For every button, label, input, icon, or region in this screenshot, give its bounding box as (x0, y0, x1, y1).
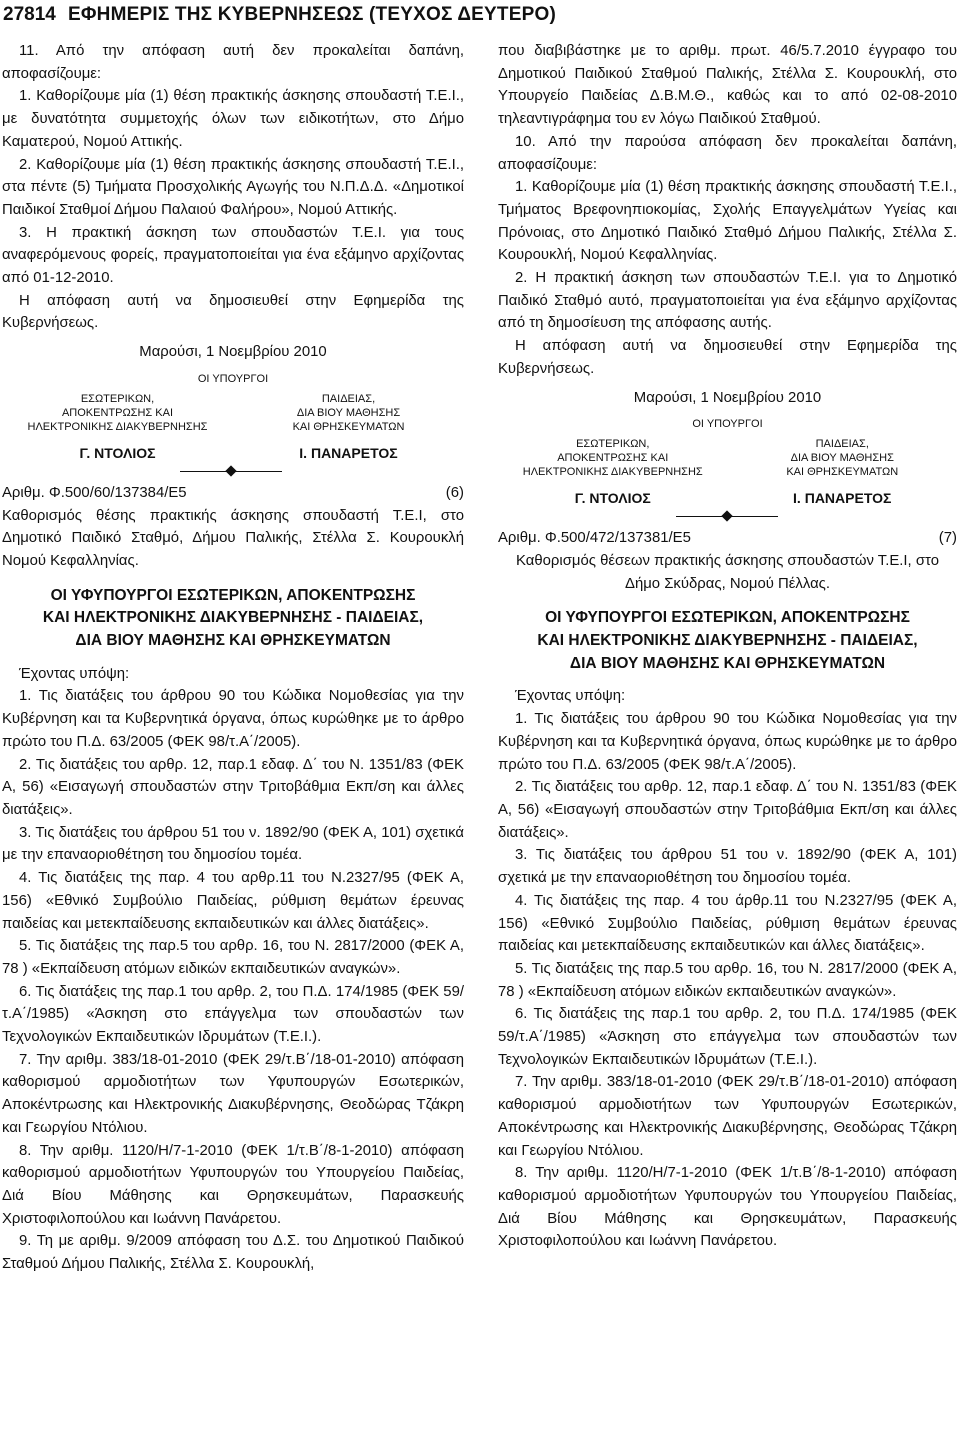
considerandum: 1. Τις διατάξεις του άρθρου 90 του Κώδικα Νομοθεσίας για την Κυβέρνηση και τα Κυβερνητικά όργανα, όπως κυρώθηκε με το άρθρο πρώτο του Π.Δ. 63/2005 (ΦΕΚ 98/τ.Α΄/2005). (498, 711, 957, 773)
signature-title: ΠΑΙΔΕΙΑΣ, (321, 392, 376, 405)
signature-title: ΗΛΕΚΤΡΟΝΙΚΗΣ ΔΙΑΚΥΒΕΡΝΗΣΗΣ (27, 420, 208, 433)
signature-title: ΚΑΙ ΘΡΗΣΚΕΥΜΑΤΩΝ (292, 420, 405, 433)
heading-line: ΚΑΙ ΗΛΕΚΤΡΟΝΙΚΗΣ ΔΙΑΚΥΒΕΡΝΗΣΗΣ - ΠΑΙΔΕΙΑΣ, (42, 609, 424, 627)
signatures (2, 392, 464, 460)
considerandum: 5. Τις διατάξεις της παρ.5 του αρθρ. 16, του Ν. 2817/2000 (ΦΕΚ Α, 78 ) «Εκπαίδευση ατόμων ειδικών εκπαιδευτικών αναγκών». (2, 938, 464, 977)
diamond-icon (225, 465, 236, 476)
signature-title: ΗΛΕΚΤΡΟΝΙΚΗΣ ΔΙΑΚΥΒΕΡΝΗΣΗΣ (522, 466, 703, 479)
ministers-label: ΟΙ ΥΠΟΥΡΓΟΙ (197, 372, 269, 385)
considerandum: 1. Τις διατάξεις του άρθρου 90 του Κώδικα Νομοθεσίας για την Κυβέρνηση και τα Κυβερνητικά όργανα, όπως κυρώθηκε με το άρθρο πρώτο του Π.Δ. 63/2005 (ΦΕΚ 98/τ.Α΄/2005). (2, 688, 464, 750)
signature-title: ΔΙΑ ΒΙΟΥ ΜΑΘΗΣΗΣ (296, 406, 401, 419)
heading-line: ΚΑΙ ΗΛΕΚΤΡΟΝΙΚΗΣ ΔΙΑΚΥΒΕΡΝΗΣΗΣ - ΠΑΙΔΕΙΑΣ, (537, 632, 918, 650)
considerandum: 8. Την αριθμ. 1120/Η/7-1-2010 (ΦΕΚ 1/τ.Β΄/8-1-2010) απόφαση καθορισμού αρμοδιοτήτων Υφυπουργών του Υπουργείου Παιδείας, Διά Βίου Μάθησης και Θρησκευμάτων, Παρασκευής Χριστοφιλοπούλου και Ιωάννη Πανάρετου. (2, 1142, 464, 1227)
paragraph: 11. Από την απόφαση αυτή δεν προκαλείται δαπάνη, αποφασίζουμε: (2, 43, 464, 82)
paragraph: 2. Καθορίζουμε μία (1) θέση πρακτικής άσκησης σπουδαστή Τ.Ε.Ι., στα πέντε (5) Τμήματα Προσχολικής Αγωγής του Ν.Π.Δ.Δ. «Δημοτικοί Παιδικοί Σταθμοί Δήμου Παλαιού Φαλήρου», Νομού Αττικής. (2, 156, 464, 218)
paragraph: 3. Η πρακτική άσκηση των σπουδαστών Τ.Ε.Ι. για τους αναφερόμενους φορείς, πραγματοποιείται για ένα εξάμηνο αρχίζοντας από 01-12-2010. (2, 224, 464, 287)
page-number: 27814 (3, 4, 56, 25)
having-regard: Έχοντας υπόψη: (515, 688, 626, 705)
paragraph: 1. Καθορίζουμε μία (1) θέση πρακτικής άσκησης σπουδαστή Τ.Ε.Ι., με δυνατότητα συμμετοχής όλων των ειδικοτήτων, στο Δήμο Καματερού, Νομού Αττικής. (2, 88, 464, 150)
section-separator (498, 505, 957, 527)
heading-line: ΔΙΑ ΒΙΟΥ ΜΑΘΗΣΗΣ ΚΑΙ ΘΡΗΣΚΕΥΜΑΤΩΝ (75, 632, 391, 650)
decision-number: Αριθμ. Φ.500/60/137384/Ε5 (2, 484, 187, 501)
ministers-label: ΟΙ ΥΠΟΥΡΓΟΙ (692, 418, 763, 431)
right-column (498, 40, 957, 1253)
signature-title: ΑΠΟΚΕΝΤΡΩΣΗΣ ΚΑΙ (557, 452, 669, 465)
decision-number: Αριθμ. Φ.500/472/137381/Ε5 (498, 530, 691, 547)
heading-line: ΟΙ ΥΦΥΠΟΥΡΓΟΙ ΕΣΩΤΕΡΙΚΩΝ, ΑΠΟΚΕΝΤΡΩΣΗΣ (50, 586, 416, 604)
considerandum: 6. Τις διατάξεις της παρ.1 του αρθρ. 2, του Π.Δ. 174/1985 (ΦΕΚ 59/τ.Α΄/1985) «Άσκηση στο επάγγελμα των σπουδαστών των Τεχνολογικών Εκπαιδευτικών Ιδρυμάτων (Τ.Ε.Ι.). (2, 983, 464, 1046)
gazette-title: ΕΦΗΜΕΡΙΣ ΤΗΣ ΚΥΒΕΡΝΗΣΕΩΣ (ΤΕΥΧΟΣ ΔΕΥΤΕΡΟ) (68, 4, 556, 25)
paragraph: 10. Από την παρούσα απόφαση δεν προκαλείται δαπάνη, αποφασίζουμε: (498, 133, 957, 173)
considerandum: 4. Τις διατάξεις της παρ. 4 του άρθρ.11 του Ν.2327/95 (ΦΕΚ Α, 156) «Εθνικό Συμβούλιο Παιδείας, ρύθμιση θεμάτων έρευνας παιδείας και μετεκπαίδευσης εκπαιδευτικών και άλλες διατάξεις». (498, 892, 957, 955)
considerandum: 6. Τις διατάξεις της παρ.1 του αρθρ. 2, του Π.Δ. 174/1985 (ΦΕΚ 59/τ.Α΄/1985) «Άσκηση στο επάγγελμα των σπουδαστών των Τεχνολογικών Εκπαιδευτικών Ιδρυμάτων (Τ.Ε.Ι.). (498, 1006, 957, 1068)
decision-sequence: (7) (938, 530, 957, 547)
paragraph: Η απόφαση αυτή να δημοσιευθεί στην Εφημερίδα της Κυβερνήσεως. (2, 292, 464, 332)
signature-title: ΠΑΙΔΕΙΑΣ, (815, 438, 869, 451)
decision-number-row (2, 482, 464, 505)
paragraph: 2. Η πρακτική άσκηση των σπουδαστών Τ.Ε.Ι. για το Δημοτικό Παιδικό Σταθμό αυτό, πραγματοποιείται για ένα εξάμηνο αρχίζοντας από τη δημοσίευση της απόφασης αυτής. (498, 270, 957, 332)
signature-title: ΔΙΑ ΒΙΟΥ ΜΑΘΗΣΗΣ (790, 452, 894, 465)
signature-title: ΚΑΙ ΘΡΗΣΚΕΥΜΑΤΩΝ (786, 466, 899, 479)
decision-heading (2, 585, 464, 653)
signature-title: ΑΠΟΚΕΝΤΡΩΣΗΣ ΚΑΙ (61, 406, 174, 419)
signature-block (238, 392, 460, 460)
considerandum: 8. Την αριθμ. 1120/Η/7-1-2010 (ΦΕΚ 1/τ.Β΄/8-1-2010) απόφαση καθορισμού αρμοδιοτήτων Υφυπουργών του Υπουργείου Παιδείας, Διά Βίου Μάθησης και Θρησκευμάτων, Παρασκευής Χριστοφιλοπούλου και Ιωάννη Πανάρετου. (498, 1165, 957, 1250)
paragraph: Η απόφαση αυτή να δημοσιευθεί στην Εφημερίδα της Κυβερνήσεως. (498, 338, 957, 377)
diamond-icon (721, 511, 732, 522)
signature-name: Ι. ΠΑΝΑΡΕΤΟΣ (299, 444, 398, 461)
decision-sequence: (6) (445, 484, 464, 501)
signature-title: ΕΣΩΤΕΡΙΚΩΝ, (576, 438, 650, 451)
considerandum: 7. Την αριθμ. 383/18-01-2010 (ΦΕΚ 29/τ.Β΄/18-01-2010) απόφαση καθορισμού αρμοδιοτήτων των Υφυπουργών Εσωτερικών, Αποκέντρωσης και Ηλεκτρονικής Διακυβέρνησης, Θεοδώρας Τζάκρη και Γεωργίου Ντόλιου. (498, 1074, 957, 1159)
decision-subject: Καθορισμός θέσης πρακτικής άσκησης σπουδαστή Τ.Ε.Ι, στο Δημοτικό Παιδικό Σταθμό, Δήμου Παλικής, Στέλλα Σ. Κουρουκλή Νομού Κεφαλληνίας. (2, 507, 464, 569)
paragraph: που διαβιβάστηκε με το αριθμ. πρωτ. 46/5.7.2010 έγγραφο του Δημοτικού Παιδικού Σταθμού Παλικής, Στέλλα Σ. Κουρουκλή, στο Υπουργείο Παιδείας Δ.Β.Μ.Θ., καθώς και το από 02-08-2010 τηλεαντιγράφημα του εν λόγω Παιδικού Σταθμού. (498, 43, 957, 128)
having-regard: Έχοντας υπόψη: (19, 665, 130, 682)
signature-name: Ι. ΠΑΝΑΡΕΤΟΣ (793, 490, 892, 507)
left-column (2, 40, 464, 1276)
decision-heading (498, 607, 957, 675)
page-header (0, 0, 960, 40)
considerandum: 3. Τις διατάξεις του άρθρου 51 του ν. 1892/90 (ΦΕΚ Α, 101) σχετικά με την επαναοριοθέτηση του δημοσίου τομέα. (2, 824, 464, 864)
considerandum: 3. Τις διατάξεις του άρθρου 51 του ν. 1892/90 (ΦΕΚ Α, 101) σχετικά με την επαναοριοθέτηση του δημοσίου τομέα. (498, 847, 957, 887)
place-date: Μαρούσι, 1 Νοεμβρίου 2010 (139, 344, 327, 361)
signature-block (7, 392, 229, 460)
signature-name: Γ. ΝΤΟΛΙΟΣ (79, 444, 156, 461)
considerandum: 4. Τις διατάξεις της παρ. 4 του αρθρ.11 του Ν.2327/95 (ΦΕΚ Α, 156) «Εθνικό Συμβούλιο Παιδείας, ρύθμιση θεμάτων έρευνας παιδείας και μετεκπαίδευσης εκπαιδευτικών και άλλες διατάξεις». (2, 870, 464, 932)
signature-name: Γ. ΝΤΟΛΙΟΣ (574, 490, 651, 507)
considerandum: 5. Τις διατάξεις της παρ.5 του αρθρ. 16, του Ν. 2817/2000 (ΦΕΚ Α, 78 ) «Εκπαίδευση ατόμων ειδικών εκπαιδευτικών αναγκών». (498, 960, 957, 1000)
signature-title: ΕΣΩΤΕΡΙΚΩΝ, (80, 392, 155, 405)
paragraph: 1. Καθορίζουμε μία (1) θέση πρακτικής άσκησης σπουδαστή Τ.Ε.Ι., Τμήματος Βρεφονηπιοκομίας, Σχολής Επαγγελμάτων Υγείας και Πρόνοιας, στο Δημοτικό Παιδικό Σταθμό Δήμου Παλικής, Στέλλα Σ. Κουρουκλή, Νομού Κεφαλληνίας. (498, 179, 957, 264)
signatures (498, 437, 957, 505)
considerandum: 7. Την αριθμ. 383/18-01-2010 (ΦΕΚ 29/τ.Β΄/18-01-2010) απόφαση καθορισμού αρμοδιοτήτων των Υφυπουργών Εσωτερικών, Αποκέντρωσης και Ηλεκτρονικής Διακυβέρνησης, Θεοδώρας Τζάκρη και Γεωργίου Ντόλιου. (2, 1051, 464, 1136)
considerandum: 9. Τη με αριθμ. 9/2009 απόφαση του Δ.Σ. του Δημοτικού Παιδικού Σταθμού Δήμου Παλικής, Στέλλα Σ. Κουρουκλή, (2, 1233, 464, 1273)
signature-block (732, 437, 952, 505)
considerandum: 2. Τις διατάξεις του αρθρ. 12, παρ.1 εδαφ. Δ΄ του Ν. 1351/83 (ΦΕΚ Α, 56) «Εισαγωγή σπουδαστών στην Τριτοβάθμια Εκπ/ση και άλλες διατάξεις». (498, 779, 957, 841)
signature-block (503, 437, 723, 505)
heading-line: ΟΙ ΥΦΥΠΟΥΡΓΟΙ ΕΣΩΤΕΡΙΚΩΝ, ΑΠΟΚΕΝΤΡΩΣΗΣ (545, 609, 910, 627)
considerandum: 2. Τις διατάξεις του αρθρ. 12, παρ.1 εδαφ. Δ΄ του Ν. 1351/83 (ΦΕΚ Α, 56) «Εισαγωγή σπουδαστών στην Τριτοβάθμια Εκπ/ση και άλλες διατάξεις». (2, 756, 464, 818)
decision-number-row (498, 527, 957, 550)
section-separator (2, 460, 464, 482)
place-date: Μαρούσι, 1 Νοεμβρίου 2010 (633, 389, 822, 406)
decision-subject: Καθορισμός θέσεων πρακτικής άσκησης σπουδαστών Τ.Ε.Ι, στο Δήμο Σκύδρας, Νομού Πέλλας. (516, 552, 939, 592)
heading-line: ΔΙΑ ΒΙΟΥ ΜΑΘΗΣΗΣ ΚΑΙ ΘΡΗΣΚΕΥΜΑΤΩΝ (569, 654, 886, 672)
